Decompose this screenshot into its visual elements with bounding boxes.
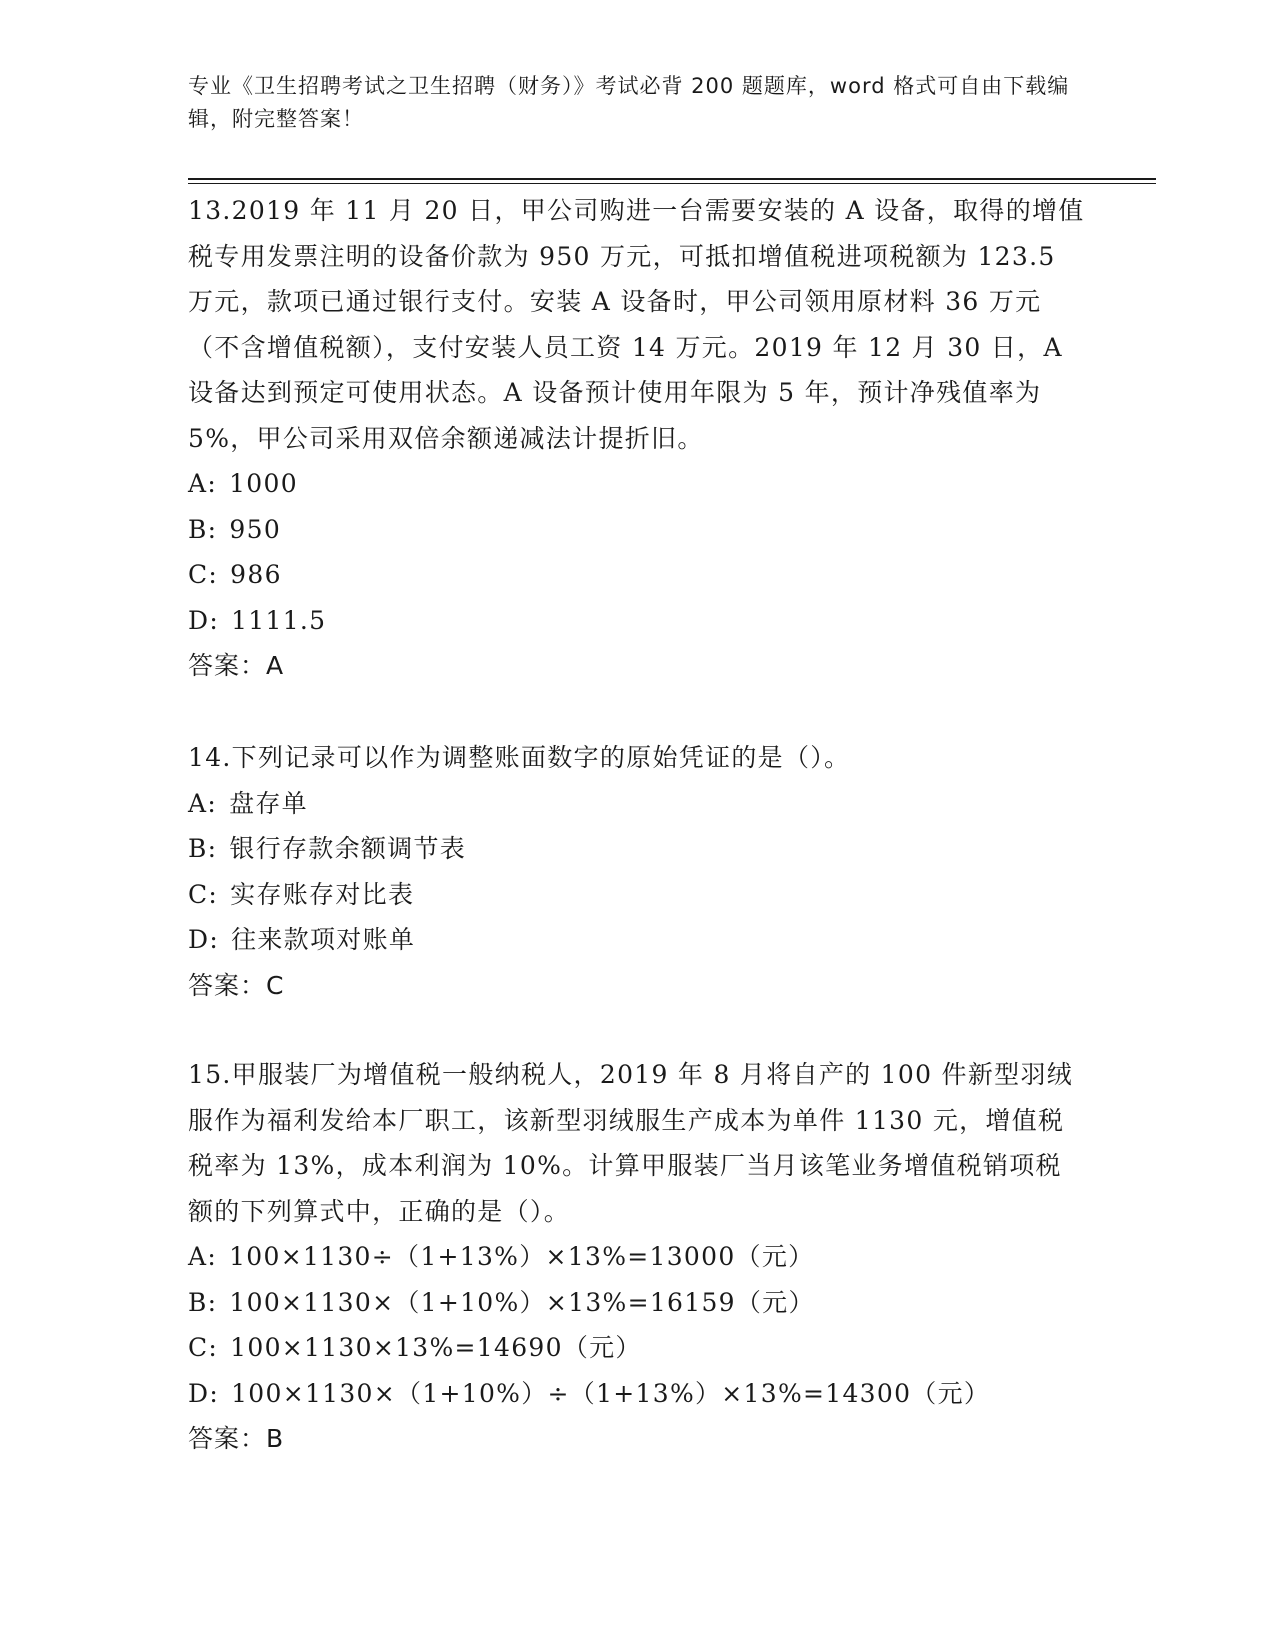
option-b [188, 1280, 1088, 1326]
option-a [188, 781, 1088, 827]
option-letter: D: [188, 1378, 220, 1408]
option-text: 100×1130×13%=14690（元） [230, 1333, 642, 1362]
option-text: 950 [229, 514, 282, 544]
option-text: 986 [230, 560, 282, 589]
option-b [188, 826, 1088, 872]
option-text: 往来款项对账单 [231, 925, 416, 954]
answer-line: 答案：B [188, 1424, 285, 1453]
option-a [188, 1234, 1088, 1280]
option-d [188, 917, 1088, 963]
option-letter: B: [188, 1287, 218, 1317]
option-letter: D: [188, 605, 220, 635]
option-a [188, 461, 1088, 507]
option-letter: D: [188, 925, 220, 954]
option-letter: C: [188, 1333, 219, 1362]
option-letter: C: [188, 560, 219, 589]
option-d [188, 1371, 1088, 1417]
header-divider-thick [188, 178, 1156, 180]
question-stem: 14.下列记录可以作为调整账面数字的原始凭证的是（）。 [188, 743, 851, 772]
question-14 [188, 735, 1088, 1008]
option-text: 100×1130×（1+10%）÷（1+13%）×13%=14300（元） [231, 1378, 991, 1408]
option-text: 盘存单 [229, 788, 308, 818]
option-letter: A: [188, 788, 218, 818]
option-letter: A: [188, 1242, 218, 1271]
question-stem: 13.2019 年 11 月 20 日，甲公司购进一台需要安装的 A 设备，取得的增值税专用发票注明的设备价款为 950 万元，可抵扣增值税进项税额为 123.5 万元，款项已通过银行支付。安装 A 设备时，甲公司领用原材料 36 万元（不含增值税额），支付安装人员工资 14 万元。2019 年 12 月 30 日，A 设备达到预定可使用状态。A 设备预计使用年限为 5 年，预计净残值率为 5%，甲公司采用双倍余额递减法计提折旧。 [188, 196, 1085, 453]
option-text: 100×1130÷（1+13%）×13%=13000（元） [229, 1242, 815, 1271]
document-intro: 专业《卫生招聘考试之卫生招聘（财务）》考试必背 200 题题库，word 格式可自由下载编辑，附完整答案！ [188, 74, 1070, 131]
option-letter: B: [188, 834, 218, 863]
option-c [188, 1325, 1088, 1371]
option-letter: A: [188, 469, 218, 498]
option-text: 100×1130×（1+10%）×13%=16159（元） [229, 1287, 815, 1317]
option-text: 实存账存对比表 [230, 879, 415, 909]
option-letter: B: [188, 514, 218, 544]
question-15 [188, 1052, 1088, 1462]
header-divider-thin [188, 183, 1156, 184]
option-text: 1000 [229, 469, 298, 498]
question-13 [188, 188, 1088, 689]
option-c [188, 872, 1088, 918]
option-b [188, 507, 1088, 553]
answer-line: 答案：A [188, 651, 285, 680]
option-d [188, 598, 1088, 644]
answer-line: 答案：C [188, 970, 285, 1000]
option-letter: C: [188, 879, 219, 909]
option-text: 银行存款余额调节表 [229, 834, 467, 863]
question-stem: 15.甲服装厂为增值税一般纳税人，2019 年 8 月将自产的 100 件新型羽绒服作为福利发给本厂职工，该新型羽绒服生产成本为单件 1130 元，增值税税率为 13%，成本利润为 10%。计算甲服装厂当月该笔业务增值税销项税额的下列算式中，正确的是（）。 [188, 1060, 1074, 1226]
option-c [188, 552, 1088, 598]
option-text: 1111.5 [231, 605, 327, 635]
